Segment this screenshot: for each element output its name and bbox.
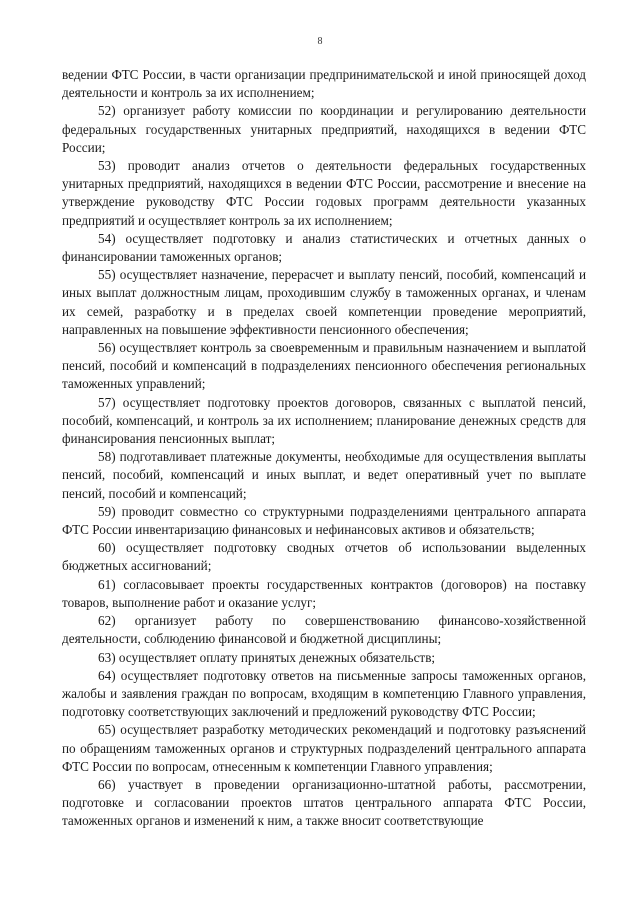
list-item-56: 56) осуществляет контроль за своевременным и правильным назначением и выплатой пенсий, пособий и компенсаций в подразделениях пенсионного обеспечения региональных таможенных управлений; xyxy=(62,340,586,392)
list-item-58: 58) подготавливает платежные документы, необходимые для осуществления выплаты пенсий, пособий, компенсаций и иных выплат, и ведет оперативный учет по выплате пенсий, пособий и компенсаций; xyxy=(62,449,586,501)
list-item-64: 64) осуществляет подготовку ответов на письменные запросы таможенных органов, жалобы и заявления граждан по вопросам, входящим в компетенцию Главного управления, подготовку соответствующих заключений и предложений руководству ФТС России; xyxy=(62,667,586,720)
document-body xyxy=(62,66,586,831)
page-number: 8 xyxy=(317,36,323,47)
list-item-60: 60) осуществляет подготовку сводных отчетов об использовании выделенных бюджетных ассигнований; xyxy=(62,540,586,574)
list-item-62: 62) организует работу по совершенствованию финансово-хозяйственной деятельности, соблюдению финансовой и бюджетной дисциплины; xyxy=(62,613,586,647)
list-item-57: 57) осуществляет подготовку проектов договоров, связанных с выплатой пенсий, пособий, компенсаций, и контроль за их исполнением; планирование денежных средств для финансирования пенсионных выплат; xyxy=(62,394,586,447)
continuation-paragraph: ведении ФТС России, в части организации предпринимательской и иной приносящей доход деятельности и контроль за их исполнением; xyxy=(62,67,586,101)
list-item-53: 53) проводит анализ отчетов о деятельности федеральных государственных унитарных предприятий, находящихся в ведении ФТС России, рассмотрение и внесение на утверждение руководству ФТС России годовых программ деятельности указанных предприятий и осуществляет контроль за их исполнением; xyxy=(62,158,586,228)
list-item-65: 65) осуществляет разработку методических рекомендаций и подготовку разъяснений по обращениям таможенных органов и структурных подразделений центрального аппарата ФТС России по вопросам, отнесенным к компетенции Главного управления; xyxy=(62,722,586,774)
list-item-54: 54) осуществляет подготовку и анализ статистических и отчетных данных о финансировании таможенных органов; xyxy=(62,230,586,265)
list-item-59: 59) проводит совместно со структурными подразделениями центрального аппарата ФТС России инвентаризацию финансовых и нефинансовых активов и обязательств; xyxy=(62,503,586,538)
list-item-61: 61) согласовывает проекты государственных контрактов (договоров) на поставку товаров, выполнение работ и оказание услуг; xyxy=(62,576,586,610)
list-item-52: 52) организует работу комиссии по координации и регулированию деятельности федеральных государственных унитарных предприятий, находящихся в ведении ФТС России; xyxy=(62,103,586,155)
list-item-63: 63) осуществляет оплату принятых денежных обязательств; xyxy=(98,649,436,665)
list-item-55: 55) осуществляет назначение, перерасчет и выплату пенсий, пособий, компенсаций и иных выплат должностным лицам, проходившим службу в таможенных органах, и членам их семей, разработку и в пределах своей компетенции проведение мероприятий, направленных на повышение эффективности пенсионного обеспечения; xyxy=(62,267,586,337)
list-item-66: 66) участвует в проведении организационно-штатной работы, рассмотрении, подготовке и согласовании проектов штатов центрального аппарата ФТС России, таможенных органов и изменений к ним, а также вносит соответствующие xyxy=(62,776,586,829)
